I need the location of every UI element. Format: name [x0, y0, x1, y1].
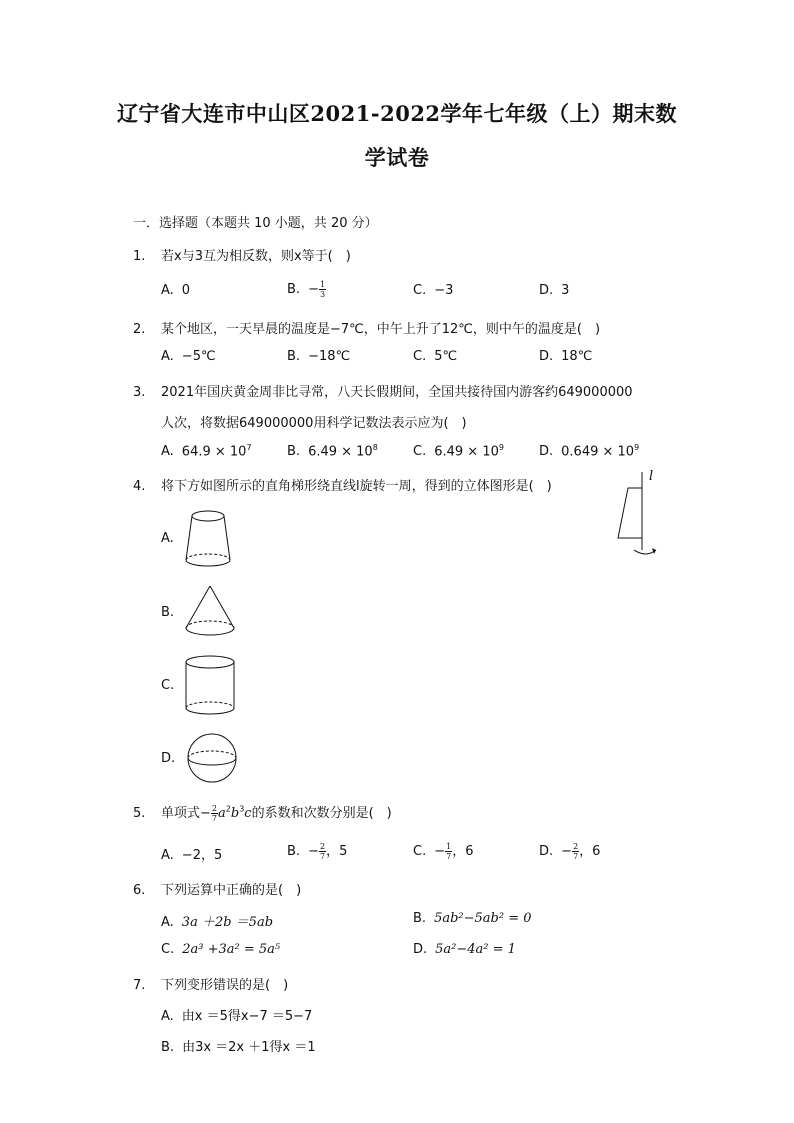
option-label: C. [413, 444, 427, 460]
sphere-icon [184, 732, 240, 784]
option-text: ，6 [452, 844, 474, 859]
exponent: 9 [498, 443, 504, 452]
option-label: C. [413, 349, 427, 364]
option-text: 64.9 × 10 [181, 444, 247, 460]
question-text: 下列运算中正确的是( ) [161, 883, 302, 898]
option-label: A. [161, 915, 174, 930]
question-number: 4. [133, 479, 146, 494]
option-label: D. [539, 444, 554, 460]
option-text: −18℃ [308, 349, 351, 364]
option-label: A. [161, 283, 174, 298]
option-label: C. [413, 283, 427, 298]
trapezoid-figure [610, 466, 666, 562]
axis-label: l [649, 469, 654, 484]
question-number: 6. [133, 883, 146, 898]
numerator: 1 [319, 280, 326, 289]
option-text: 3a ＋2b ＝5ab [181, 915, 274, 930]
q1-option-b [287, 280, 326, 299]
option-text: ，5 [326, 844, 348, 859]
question-text: 将下方如图所示的直角梯形绕直线l旋转一周，得到的立体图形是( ) [161, 479, 552, 494]
option-text: −5℃ [181, 349, 216, 364]
monomial-variable: a [218, 806, 226, 821]
option-label: C. [161, 942, 175, 957]
q2-option-c [413, 349, 457, 364]
denominator: 7 [446, 852, 452, 861]
q1-option-a [161, 283, 190, 298]
question-1 [133, 245, 351, 264]
q2-option-b [287, 349, 350, 364]
numerator: 1 [446, 842, 452, 851]
option-label: D. [161, 751, 176, 766]
q6-option-d [413, 942, 516, 957]
q6-option-c [161, 942, 280, 957]
option-text: 6.49 × 10 [308, 444, 373, 460]
option-label: D. [539, 844, 554, 859]
q1-option-c [413, 283, 453, 298]
question-number: 2. [133, 322, 146, 337]
q5-option-b: B. − $\frac{2}{7}$ ，5 [287, 842, 348, 861]
option-label: A. [161, 848, 174, 863]
q3-option-a [161, 443, 252, 459]
question-text-post: 的系数和次数分别是( ) [251, 806, 392, 821]
option-label: D. [413, 942, 428, 957]
q7-option-b [161, 1036, 316, 1055]
option-text: 0 [181, 283, 191, 298]
fraction [319, 842, 326, 861]
option-label: A. [161, 531, 174, 546]
option-text: 18℃ [561, 349, 593, 364]
fraction [319, 280, 326, 299]
q3-option-d [539, 443, 639, 459]
option-label: A. [161, 349, 174, 364]
option-label: A. [161, 1009, 174, 1024]
q1-option-d [539, 283, 569, 298]
question-number: 1. [133, 249, 146, 264]
exam-title-line2: 学试卷 [364, 145, 430, 170]
question-3 [133, 381, 633, 400]
option-text: 5a²−4a² = 1 [435, 942, 516, 957]
fraction [211, 804, 218, 823]
option-label: C. [413, 844, 427, 859]
option-text: − [308, 282, 319, 297]
option-label: B. [287, 349, 301, 364]
rotation-arrow-head [652, 548, 656, 554]
question-text: 下列变形错误的是( ) [161, 978, 289, 993]
question-number: 7. [133, 978, 146, 993]
exam-title-line1: 辽宁省大连市中山区2021-2022学年七年级（上）期末数 [116, 101, 678, 126]
question-4 [133, 475, 552, 494]
q5-option-c: C. − $\frac{1}{7}$ ，6 [413, 842, 474, 861]
q3-option-c [413, 443, 504, 459]
q3-option-b [287, 443, 378, 459]
question-6 [133, 879, 301, 898]
frustum-icon [182, 508, 234, 570]
denominator: 7 [319, 852, 326, 861]
option-text: 3 [561, 283, 570, 298]
option-text: 0.649 × 10 [561, 444, 635, 460]
option-text: 由3x ＝2x ＋1得x ＝1 [182, 1040, 316, 1055]
option-text: 5℃ [434, 349, 458, 364]
trapezoid-shape [618, 488, 642, 538]
q6-option-b [413, 911, 532, 926]
question-3-line2: 人次，将数据649000000用科学记数法表示应为( ) [161, 416, 467, 431]
option-text: ，6 [579, 844, 601, 859]
option-label: B. [161, 1040, 175, 1055]
question-text: 2021年国庆黄金周非比寻常，八天长假期间，全国共接待国内游客约649000000 [161, 385, 633, 400]
q5-option-a [161, 844, 222, 863]
option-label: B. [287, 444, 301, 460]
option-label: B. [161, 605, 175, 620]
rotation-arrow [634, 550, 656, 554]
q7-option-a [161, 1005, 312, 1024]
option-label: D. [539, 283, 554, 298]
q4-option-a [161, 531, 174, 546]
option-text: 2a³ +3a² = 5a⁵ [182, 942, 281, 957]
exponent: 9 [634, 443, 640, 452]
q2-option-d [539, 349, 592, 364]
numerator: 2 [211, 804, 217, 813]
q4-option-c [161, 678, 174, 693]
option-label: B. [287, 282, 301, 297]
q6-option-a [161, 911, 273, 930]
option-text: 由x ＝5得x−7 ＝5−7 [181, 1009, 313, 1024]
cylinder-icon [182, 654, 238, 718]
option-text: −2，5 [181, 848, 223, 863]
denominator: 3 [319, 290, 326, 299]
exponent: 8 [372, 443, 378, 452]
option-label: A. [161, 444, 174, 460]
option-label: C. [161, 678, 175, 693]
question-number: 5. [133, 806, 146, 821]
question-text: 某个地区，一天早晨的温度是−7℃，中午上升了12℃，则中午的温度是( ) [161, 322, 601, 337]
q5-option-d: D. − $\frac{2}{7}$ ，6 [539, 842, 601, 861]
cone-icon [182, 584, 238, 640]
question-text: 若x与3互为相反数，则x等于( ) [161, 249, 351, 264]
option-text: 6.49 × 10 [434, 444, 499, 460]
denominator: 7 [211, 814, 217, 823]
option-label: B. [287, 844, 301, 859]
section-heading: 一．选择题（本题共 10 小题，共 20 分） [133, 216, 378, 231]
option-label: D. [539, 349, 554, 364]
numerator: 2 [573, 842, 579, 851]
exponent: 7 [246, 443, 252, 452]
q2-option-a [161, 349, 216, 364]
denominator: 7 [573, 852, 579, 861]
numerator: 2 [319, 842, 326, 851]
question-5: 5. 单项式− $\frac{2}{7}$ $a^2b^3c$的系数和次数分别是( ) [133, 804, 392, 823]
q4-option-d [161, 751, 175, 766]
question-number: 3. [133, 385, 146, 400]
question-7 [133, 974, 288, 993]
q4-option-b [161, 605, 174, 620]
question-2 [133, 318, 600, 337]
option-label: B. [413, 911, 427, 926]
option-text: 5ab²−5ab² = 0 [434, 911, 532, 926]
question-text-pre: 单项式− [161, 806, 211, 821]
option-text: −3 [434, 283, 454, 298]
